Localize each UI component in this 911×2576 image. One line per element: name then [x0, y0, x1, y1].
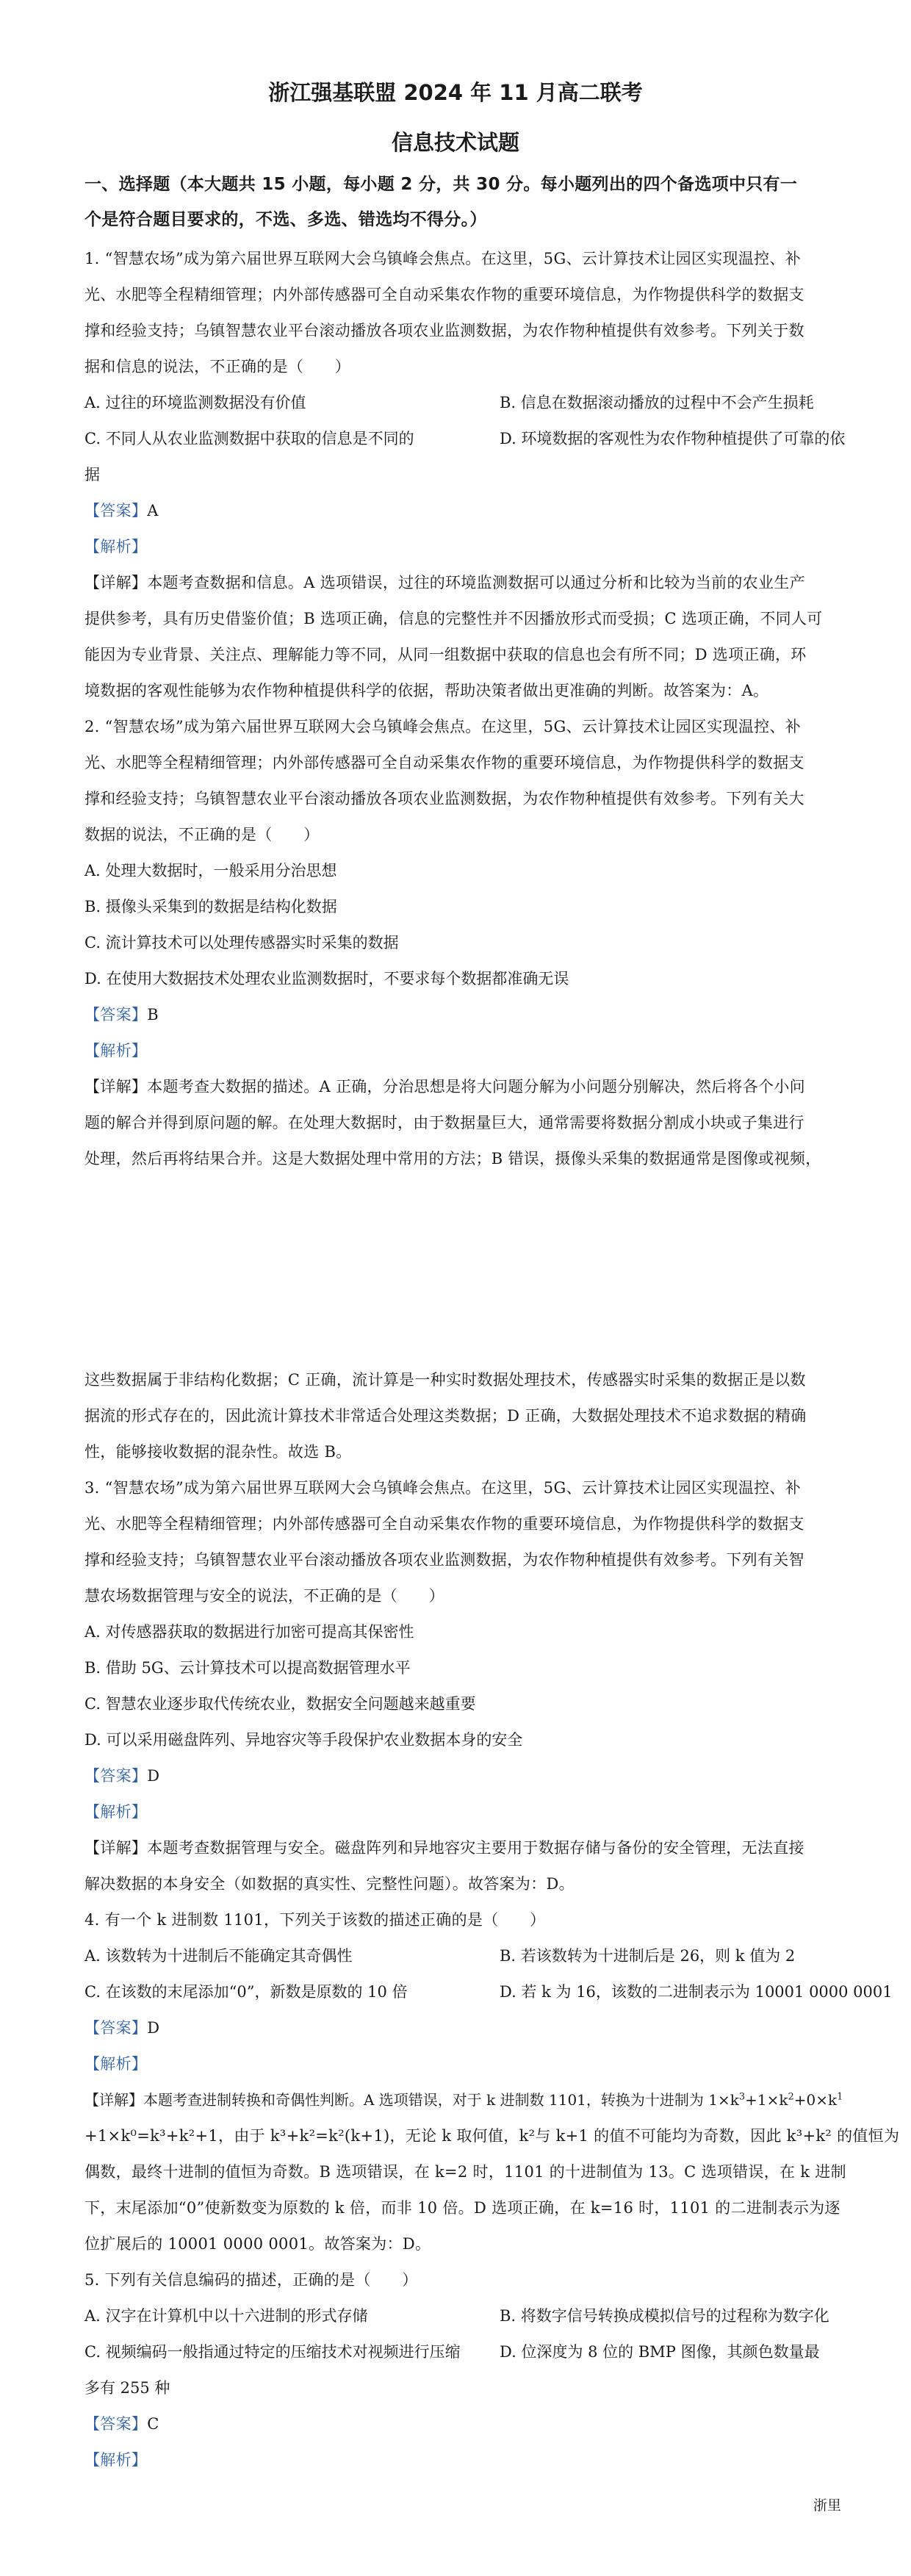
section-heading-line1: 一、选择题（本大题共 15 小题，每小题 2 分，共 30 分。每小题列出的四个备选项中只有一	[84, 175, 798, 194]
answer-value: B	[147, 1006, 159, 1023]
q1-analysis-label: 【解析】	[84, 538, 148, 555]
q5-analysis-label: 【解析】	[84, 2451, 148, 2469]
q4-detail-line: +1×k⁰=k³+k²+1，由于 k³+k²=k²(k+1)，无论 k 取何值，k²与 k+1 的值不可能均为奇数，因此 k³+k² 的值恒为	[84, 2127, 900, 2145]
q1-option-c: C. 不同人从农业监测数据中获取的信息是不同的	[84, 430, 414, 447]
superscript: 1	[837, 2091, 843, 2103]
q2-stem-line: 2. “智慧农场”成为第六届世界互联网大会乌镇峰会焦点。在这里，5G、云计算技术让园区实现温控、补	[84, 718, 802, 735]
q3-stem-line: 撑和经验支持；乌镇智慧农业平台滚动播放各项农业监测数据，为农作物种植提供有效参考。下列有关智	[84, 1551, 804, 1569]
q4-detail-line: 偶数，最终十进制的值恒为奇数。B 选项错误，在 k=2 时，1101 的十进制值为 13。C 选项错误，在 k 进制	[84, 2163, 846, 2181]
q4-detail-line: 位扩展后的 10001 0000 0001。故答案为：D。	[84, 2235, 431, 2253]
q4-option-d: D. 若 k 为 16，该数的二进制表示为 10001 0000 0001	[500, 1983, 893, 2001]
q4-answer	[84, 2016, 159, 2038]
q5-option-d: D. 位深度为 8 位的 BMP 图像，其颜色数量最	[500, 2343, 820, 2361]
answer-label: 【答案】	[84, 502, 148, 519]
answer-value: D	[147, 2019, 160, 2037]
q3-option-b: B. 借助 5G、云计算技术可以提高数据管理水平	[84, 1659, 411, 1677]
q5-option-b: B. 将数字信号转换成模拟信号的过程称为数字化	[500, 2307, 829, 2325]
q3-detail-line: 【详解】本题考查数据管理与安全。磁盘阵列和异地容灾主要用于数据存储与备份的安全管理，无法直接	[84, 1839, 804, 1857]
section-heading-line2: 个是符合题目要求的，不选、多选、错选均不得分。）	[84, 210, 487, 229]
q3-option-c: C. 智慧农业逐步取代传统农业，数据安全问题越来越重要	[84, 1695, 476, 1713]
q1-answer	[84, 499, 159, 521]
q1-option-b: B. 信息在数据滚动播放的过程中不会产生损耗	[500, 394, 814, 411]
q1-option-d-continued: 据	[84, 466, 100, 483]
q3-option-d: D. 可以采用磁盘阵列、异地容灾等手段保护农业数据本身的安全	[84, 1731, 523, 1749]
q4-detail-text: +0×k	[793, 2091, 838, 2109]
q5-option-d-continued: 多有 255 种	[84, 2379, 170, 2397]
exam-title: 浙江强基联盟 2024 年 11 月高二联考	[268, 80, 643, 105]
q2-stem-line: 撑和经验支持；乌镇智慧农业平台滚动播放各项农业监测数据，为农作物种植提供有效参考。下列有关大	[84, 790, 804, 807]
q4-option-a: A. 该数转为十进制后不能确定其奇偶性	[84, 1947, 353, 1965]
q4-detail-text: +1×k	[745, 2091, 788, 2109]
q1-stem-line: 撑和经验支持；乌镇智慧农业平台滚动播放各项农业监测数据，为农作物种植提供有效参考。下列关于数	[84, 322, 804, 339]
q4-stem: 4. 有一个 k 进制数 1101，下列关于该数的描述正确的是（ ）	[84, 1911, 546, 1929]
answer-label: 【答案】	[84, 1767, 148, 1785]
answer-label: 【答案】	[84, 2415, 148, 2433]
superscript: 3	[738, 2091, 746, 2103]
q4-option-c: C. 在该数的末尾添加“0”，新数是原数的 10 倍	[84, 1983, 408, 2001]
q3-detail-line: 解决数据的本身安全（如数据的真实性、完整性问题）。故答案为：D。	[84, 1875, 575, 1893]
q2-option-d: D. 在使用大数据技术处理农业监测数据时，不要求每个数据都准确无误	[84, 970, 569, 987]
q2-stem-line: 数据的说法，不正确的是（ ）	[84, 826, 320, 843]
answer-value: D	[147, 1767, 160, 1785]
q4-detail-text: 【详解】本题考查进制转换和奇偶性判断。A 选项错误，对于 k 进制数 1101，转换为十进制为 1×k	[84, 2091, 739, 2109]
q2-stem-line: 光、水肥等全程精细管理；内外部传感器可全自动采集农作物的重要环境信息，为作物提供科学的数据支	[84, 754, 804, 771]
q2-detail-line: 题的解合并得到原问题的解。在处理大数据时，由于数据量巨大，通常需要将数据分割成小块或子集进行	[84, 1114, 804, 1132]
q1-option-d: D. 环境数据的客观性为农作物种植提供了可靠的依	[500, 430, 846, 447]
superscript: 2	[788, 2091, 794, 2103]
answer-value: A	[147, 502, 159, 519]
q4-analysis-label: 【解析】	[84, 2055, 148, 2073]
q3-answer	[84, 1764, 159, 1786]
q5-answer	[84, 2412, 159, 2434]
q3-stem-line: 光、水肥等全程精细管理；内外部传感器可全自动采集农作物的重要环境信息，为作物提供科学的数据支	[84, 1515, 804, 1533]
q2-answer	[84, 1003, 159, 1025]
q5-option-a: A. 汉字在计算机中以十六进制的形式存储	[84, 2307, 368, 2325]
q5-stem: 5. 下列有关信息编码的描述，正确的是（ ）	[84, 2271, 418, 2289]
q3-option-a: A. 对传感器获取的数据进行加密可提高其保密性	[84, 1623, 414, 1641]
page-footer: 浙里	[813, 2497, 841, 2514]
q2-detail-line: 性，能够接收数据的混杂性。故选 B。	[84, 1443, 352, 1461]
q2-option-b: B. 摄像头采集到的数据是结构化数据	[84, 898, 337, 915]
q1-option-a: A. 过往的环境监测数据没有价值	[84, 394, 306, 411]
exam-subtitle: 信息技术试题	[391, 130, 519, 155]
q5-option-c: C. 视频编码一般指通过特定的压缩技术对视频进行压缩	[84, 2343, 461, 2361]
q2-option-a: A. 处理大数据时，一般采用分治思想	[84, 862, 337, 879]
q3-analysis-label: 【解析】	[84, 1803, 148, 1821]
q4-detail-line	[84, 2088, 843, 2109]
q1-detail-line: 境数据的客观性能够为农作物种植提供科学的依据，帮助决策者做出更准确的判断。故答案为：A。	[84, 682, 769, 699]
answer-label: 【答案】	[84, 1006, 148, 1023]
answer-value: C	[147, 2415, 159, 2433]
q1-stem-line: 1. “智慧农场”成为第六届世界互联网大会乌镇峰会焦点。在这里，5G、云计算技术让园区实现温控、补	[84, 250, 802, 267]
q4-detail-line: 下，末尾添加“0”使新数变为原数的 k 倍，而非 10 倍。D 选项正确，在 k=16 时，1101 的二进制表示为逐	[84, 2199, 840, 2217]
q2-detail-line: 据流的形式存在的，因此流计算技术非常适合处理这类数据；D 正确，大数据处理技术不追求数据的精确	[84, 1407, 807, 1425]
q2-detail-line: 这些数据属于非结构化数据；C 正确，流计算是一种实时数据处理技术，传感器实时采集的数据正是以数	[84, 1371, 806, 1389]
q2-analysis-label: 【解析】	[84, 1042, 148, 1059]
q1-stem-line: 据和信息的说法，不正确的是（ ）	[84, 358, 351, 375]
q2-detail-line: 【详解】本题考查大数据的描述。A 正确，分治思想是将大问题分解为小问题分别解决，然后将各个小问	[84, 1078, 805, 1095]
q3-stem-line: 3. “智慧农场”成为第六届世界互联网大会乌镇峰会焦点。在这里，5G、云计算技术让园区实现温控、补	[84, 1479, 802, 1497]
answer-label: 【答案】	[84, 2019, 148, 2037]
q1-detail-line: 能因为专业背景、关注点、理解能力等不同，从同一组数据中获取的信息也会有所不同；D 选项正确，环	[84, 646, 807, 663]
q2-detail-line: 处理，然后再将结果合并。这是大数据处理中常用的方法；B 错误，摄像头采集的数据通常是图像或视频，	[84, 1150, 821, 1168]
q3-stem-line: 慧农场数据管理与安全的说法，不正确的是（ ）	[84, 1587, 444, 1605]
q1-detail-line: 提供参考，具有历史借鉴价值；B 选项正确，信息的完整性并不因播放形式而受损；C 选项正确，不同人可	[84, 610, 823, 627]
q1-detail-line: 【详解】本题考查数据和信息。A 选项错误，过往的环境监测数据可以通过分析和比较为当前的农业生产	[84, 574, 805, 591]
q2-option-c: C. 流计算技术可以处理传感器实时采集的数据	[84, 934, 399, 951]
q1-stem-line: 光、水肥等全程精细管理；内外部传感器可全自动采集农作物的重要环境信息，为作物提供科学的数据支	[84, 286, 804, 303]
q4-option-b: B. 若该数转为十进制后是 26，则 k 值为 2	[500, 1947, 796, 1965]
